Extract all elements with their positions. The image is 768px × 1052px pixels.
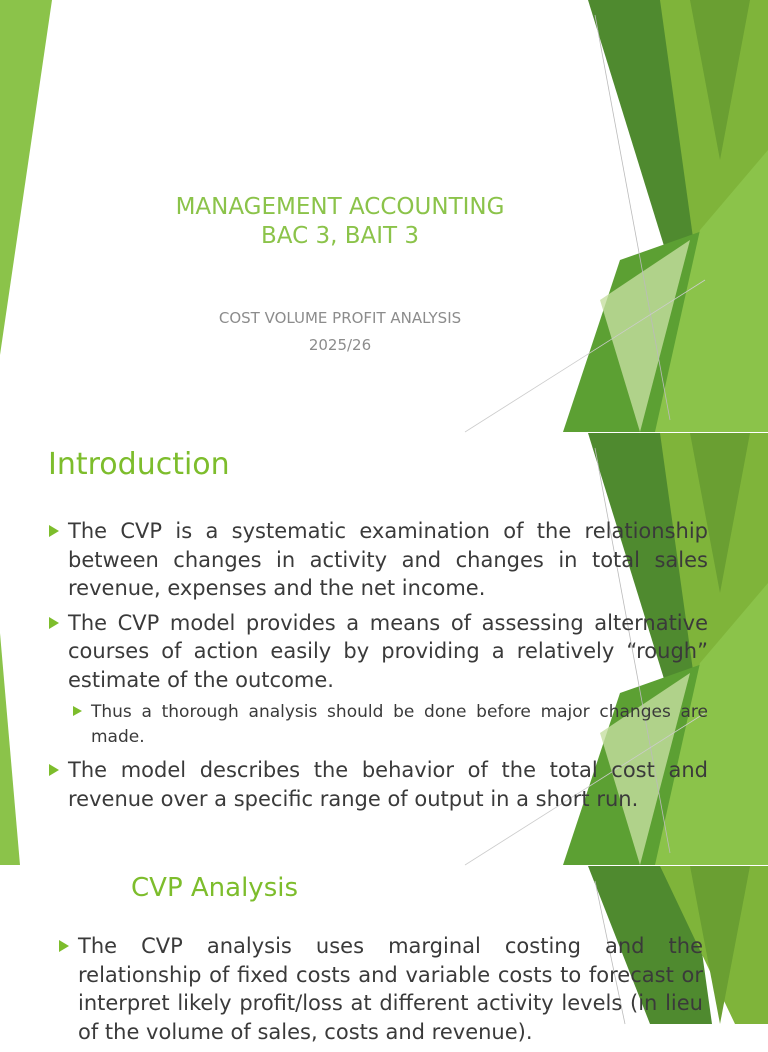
slide-heading: Introduction [48, 447, 230, 482]
list-item [48, 517, 708, 603]
subtitle-line-2: 2025/26 [308, 336, 372, 354]
bullet-arrow-icon [49, 525, 59, 537]
bullet-text: The CVP model provides a means of assessing alternative courses of action easily by providing a relatively “rough” estimate of the outcome. [68, 610, 708, 692]
bullet-text: The model describes the behavior of the total cost and revenue over a specific range of output in a short run. [68, 758, 708, 811]
bullet-text: Thus a thorough analysis should be done before major changes are made. [91, 702, 708, 747]
title-line-1: MANAGEMENT ACCOUNTING [175, 194, 505, 220]
introduction-slide [0, 433, 768, 865]
bullet-arrow-icon [59, 940, 69, 952]
bullet-arrow-icon [49, 764, 59, 776]
bullet-text: The CVP analysis uses marginal costing and the relationship of fixed costs and variable costs to forecast or interpret likely profit/loss at different activity levels (in lieu of the volume of sales, costs and revenue). [78, 934, 703, 1044]
list-item [48, 609, 708, 695]
presentation-title [40, 193, 640, 251]
presentation-subtitle [40, 305, 640, 359]
title-line-2: BAC 3, BAIT 3 [260, 223, 420, 249]
bullet-arrow-icon [49, 617, 59, 629]
slide-heading: CVP Analysis [131, 873, 299, 903]
bullet-text: The CVP is a systematic examination of the relationship between changes in activity and changes in total sales revenue, expenses and the net income. [68, 519, 708, 600]
list-item [48, 756, 708, 813]
list-item [58, 932, 703, 1046]
bullet-arrow-icon [73, 706, 82, 716]
cvp-analysis-slide [0, 866, 768, 1044]
title-slide [0, 0, 768, 432]
bullet-list [48, 517, 708, 819]
subtitle-line-1: COST VOLUME PROFIT ANALYSIS [218, 309, 462, 327]
bullet-list [58, 932, 703, 1052]
list-item-sub [48, 700, 708, 750]
